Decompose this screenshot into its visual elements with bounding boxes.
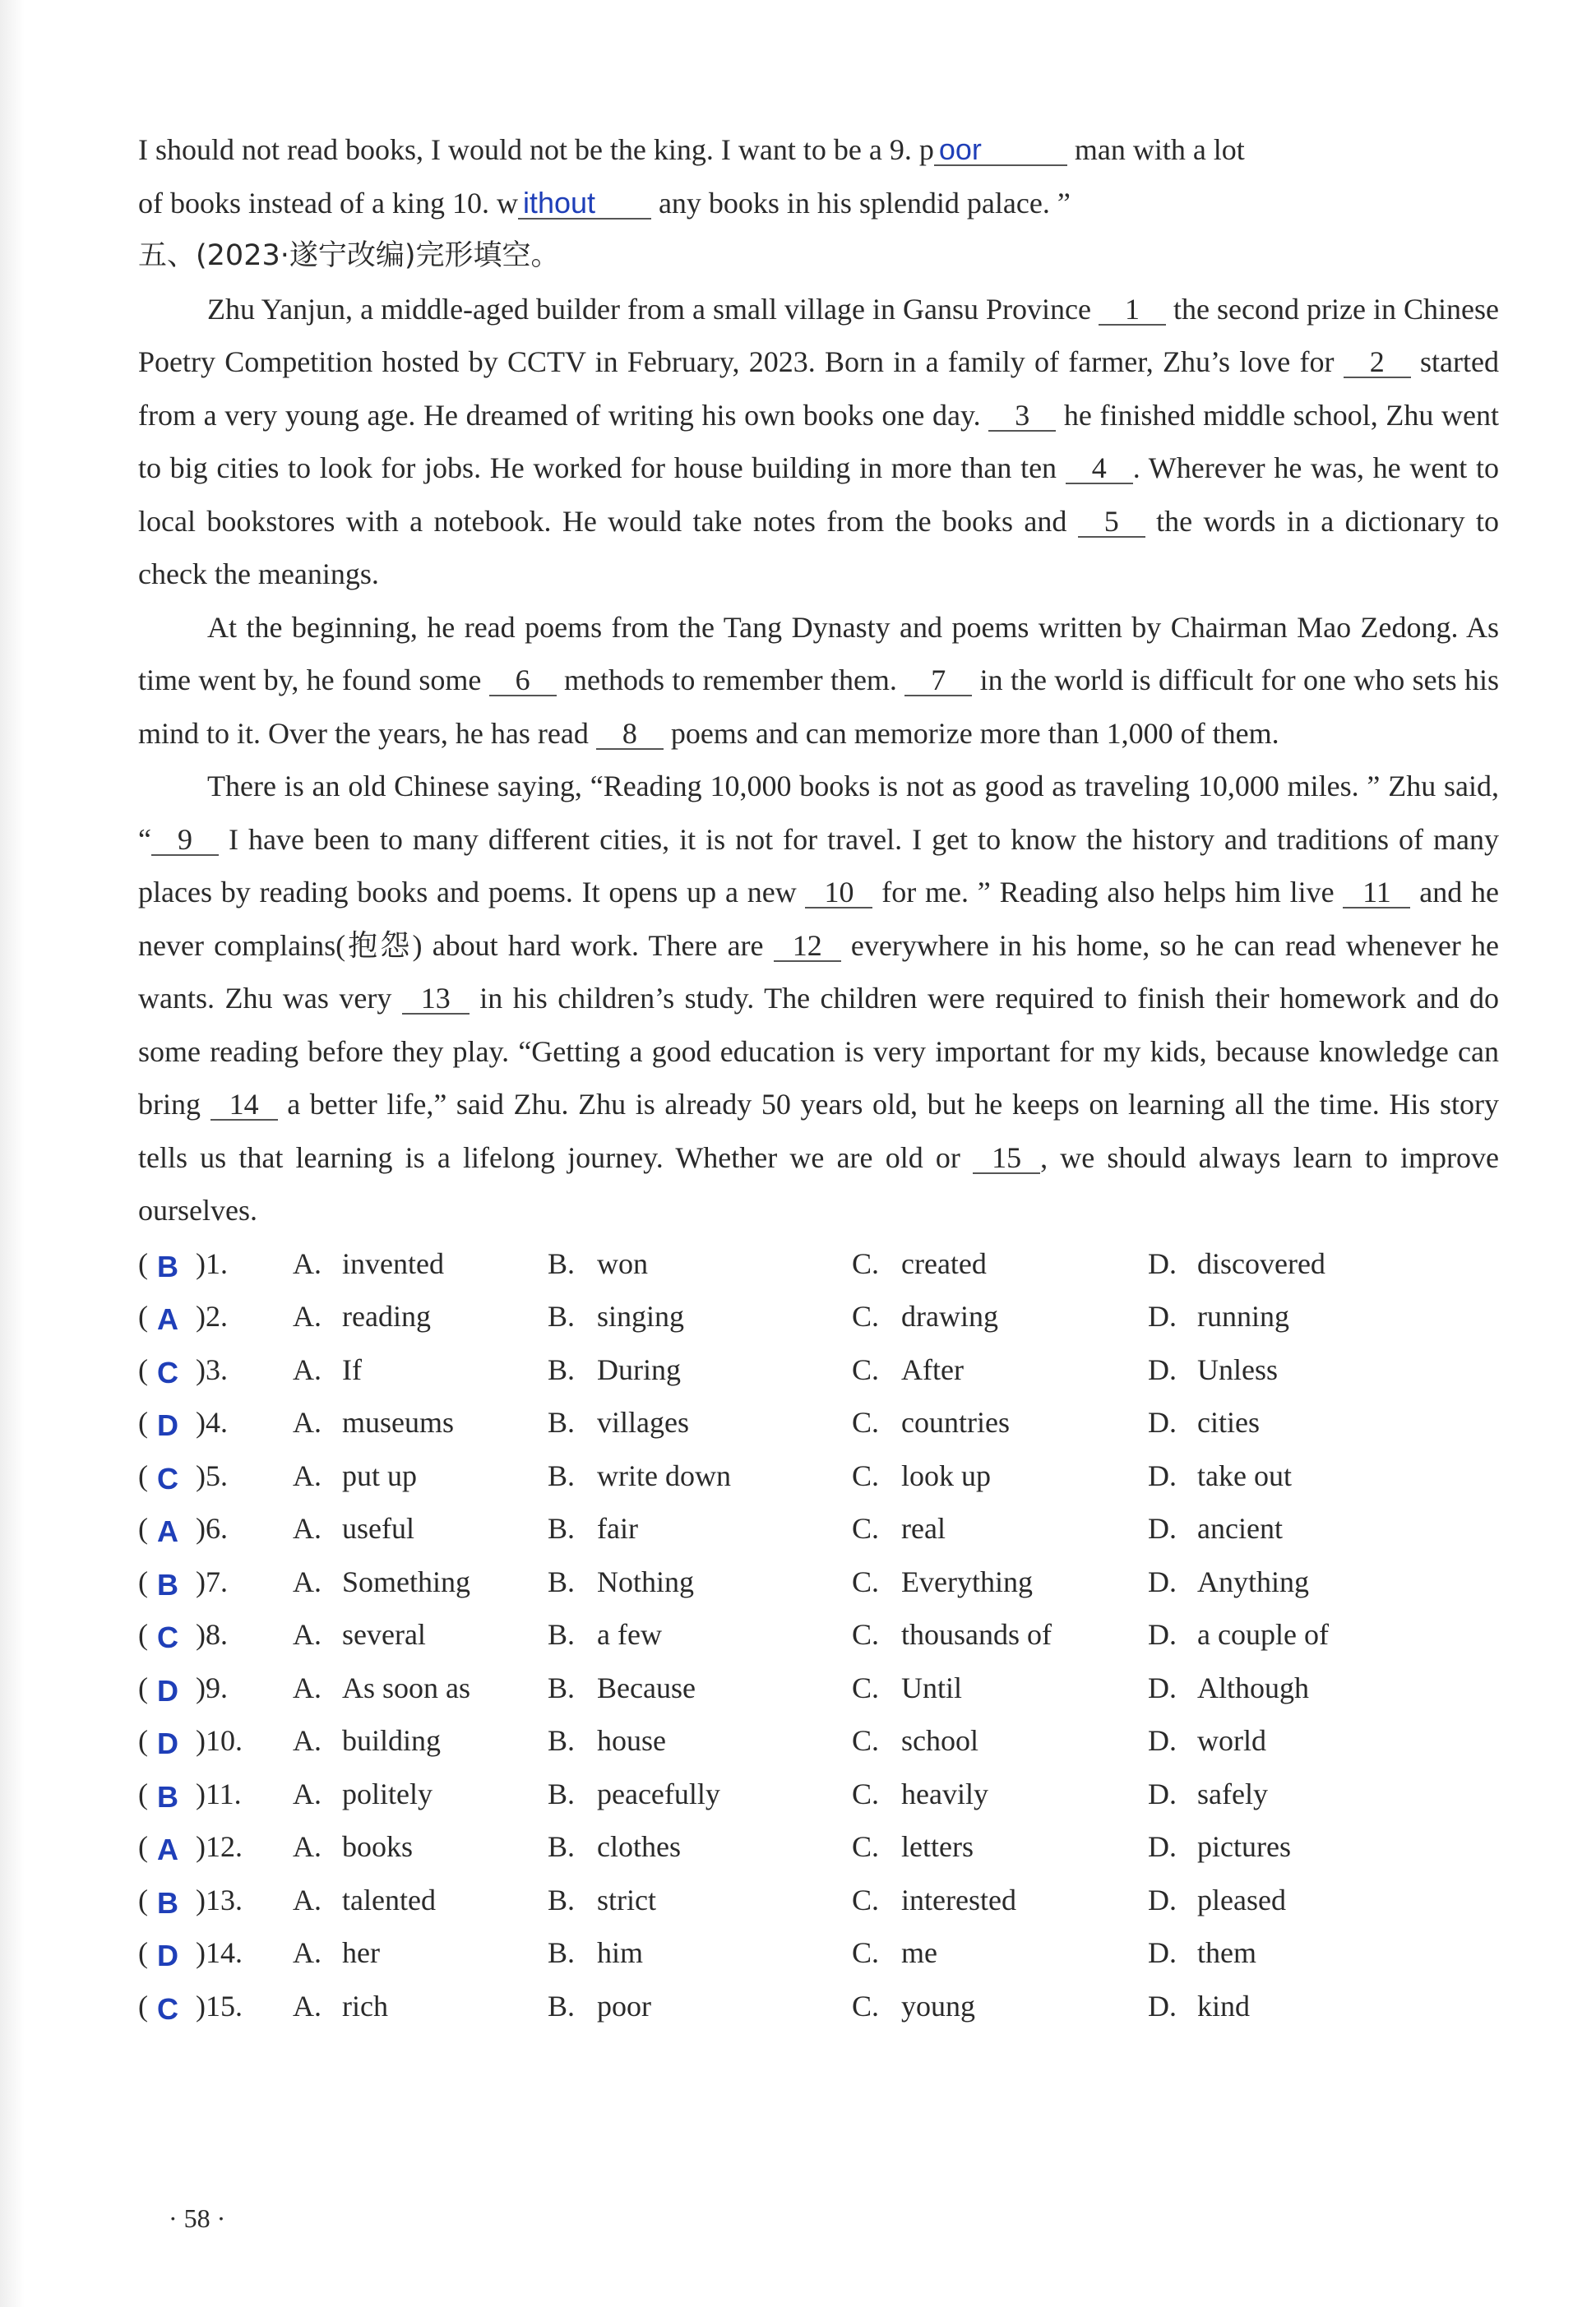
option-text: him: [597, 1936, 644, 1969]
option-text: useful: [342, 1512, 414, 1545]
intro-text: man with a lot: [1066, 133, 1245, 166]
question-number: )3.: [196, 1352, 228, 1386]
answer-cell: [138, 1662, 196, 1715]
option-text: drawing: [901, 1300, 998, 1333]
question-options: [138, 1237, 1499, 2033]
passage-text: in the world is difficult for one who sets his mind to it. Over the years, he has read: [138, 663, 1499, 750]
intro-text: I should not read books, I would not be the king. I want to be a 9. p: [138, 133, 934, 166]
blank-number: 2: [1344, 347, 1411, 378]
option-letter: B.: [548, 1565, 576, 1598]
passage-text: . Wherever he was, he went to local bookstores with a notebook. He would take notes from the books and: [138, 451, 1499, 538]
option-letter: B.: [548, 1512, 576, 1545]
option-letter: C.: [852, 1565, 880, 1598]
option-text: ancient: [1197, 1512, 1283, 1545]
handwritten-answer: A: [157, 1302, 178, 1336]
question-row: [138, 1449, 1499, 1503]
handwritten-answer: B: [157, 1885, 178, 1920]
option-letter: C.: [852, 1830, 880, 1863]
option-text: After: [901, 1352, 964, 1386]
option-text: interested: [901, 1883, 1016, 1916]
passage-text: poems and can memorize more than 1,000 of them.: [663, 716, 1279, 750]
handwritten-answer: D: [157, 1408, 178, 1442]
answer-cell: [138, 1237, 196, 1291]
blank-number: 15: [973, 1143, 1040, 1174]
blank-number: 6: [489, 665, 557, 696]
option-text: clothes: [597, 1830, 681, 1863]
option-letter: C.: [852, 1352, 880, 1386]
cloze-passage: [138, 283, 1499, 1237]
handwritten-answer: C: [157, 1620, 178, 1654]
option-letter: C.: [852, 1989, 880, 2023]
option-letter: D.: [1148, 1724, 1177, 1757]
option-text: real: [901, 1512, 946, 1545]
question-number: )13.: [196, 1883, 243, 1916]
option-text: pleased: [1197, 1883, 1286, 1916]
question-row: [138, 1662, 1499, 1715]
option-text: singing: [597, 1300, 685, 1333]
passage-text: he finished middle school, Zhu went to big cities to look for jobs. He worked for house building in more than ten: [138, 398, 1500, 484]
answer-blank-9: [934, 132, 1067, 166]
option-text: Nothing: [597, 1565, 695, 1598]
answer-cell: [138, 1874, 196, 1927]
option-text: letters: [901, 1830, 974, 1863]
handwritten-answer: C: [157, 1461, 178, 1496]
option-text: fair: [597, 1512, 638, 1545]
option-letter: D.: [1148, 1352, 1177, 1386]
answer-cell: [138, 1926, 196, 1980]
blank-number: 7: [904, 665, 972, 696]
option-letter: B.: [548, 1883, 576, 1916]
option-letter: D.: [1148, 1830, 1177, 1863]
option-text: talented: [342, 1883, 436, 1916]
option-text: Although: [1197, 1671, 1310, 1704]
option-text: Something: [342, 1565, 471, 1598]
intro-line-1: [138, 123, 1499, 177]
blank-number: 11: [1343, 877, 1410, 908]
question-number: )2.: [196, 1300, 228, 1333]
question-number: )11.: [196, 1777, 242, 1810]
option-text: politely: [342, 1777, 433, 1810]
option-letter: B.: [548, 1830, 576, 1863]
option-letter: A.: [293, 1352, 322, 1386]
answer-cell: [138, 1768, 196, 1821]
answer-cell: [138, 1608, 196, 1662]
passage-paragraph: [138, 760, 1499, 1237]
question-number: )14.: [196, 1936, 243, 1969]
passage-text: for me. ” Reading also helps him live: [872, 876, 1344, 908]
option-text: her: [342, 1936, 380, 1969]
question-number: )7.: [196, 1565, 228, 1598]
option-text: world: [1197, 1724, 1266, 1757]
open-paren: (: [138, 1459, 148, 1492]
question-row: [138, 1714, 1499, 1768]
blank-number: 1: [1099, 294, 1166, 326]
open-paren: (: [138, 1989, 148, 2023]
answer-cell: [138, 1449, 196, 1503]
answer-cell: [138, 1502, 196, 1556]
blank-number: 9: [151, 825, 219, 856]
handwritten-answer: ithout: [522, 185, 596, 220]
passage-paragraph: [138, 601, 1499, 761]
handwritten-answer: B: [157, 1779, 178, 1814]
option-text: me: [901, 1936, 937, 1969]
option-text: cities: [1197, 1406, 1260, 1439]
blank-number: 5: [1078, 506, 1145, 538]
question-row: [138, 1926, 1499, 1980]
option-text: poor: [597, 1989, 651, 2023]
option-letter: D.: [1148, 1883, 1177, 1916]
option-text: take out: [1197, 1459, 1292, 1492]
blank-number: 3: [988, 400, 1056, 432]
open-paren: (: [138, 1352, 148, 1386]
option-text: Because: [597, 1671, 696, 1704]
answer-blank-10: [518, 185, 651, 220]
question-row: [138, 1980, 1499, 2033]
option-letter: C.: [852, 1724, 880, 1757]
option-letter: A.: [293, 1671, 322, 1704]
blank-number: 8: [596, 719, 664, 750]
option-text: Until: [901, 1671, 963, 1704]
option-letter: A.: [293, 1777, 322, 1810]
option-letter: B.: [548, 1300, 576, 1333]
option-text: put up: [342, 1459, 418, 1492]
blank-number: 10: [805, 877, 872, 908]
option-letter: A.: [293, 1246, 322, 1280]
option-letter: B.: [548, 1936, 576, 1969]
option-text: During: [597, 1352, 681, 1386]
question-row: [138, 1608, 1499, 1662]
option-text: rich: [342, 1989, 388, 2023]
option-letter: A.: [293, 1724, 322, 1757]
intro-text: of books instead of a king 10. w: [138, 186, 518, 220]
page-content: [138, 123, 1499, 2032]
option-letter: A.: [293, 1883, 322, 1916]
question-number: )8.: [196, 1618, 228, 1651]
option-letter: D.: [1148, 1936, 1177, 1969]
option-letter: D.: [1148, 1406, 1177, 1439]
option-text: thousands of: [901, 1618, 1052, 1651]
option-text: won: [597, 1246, 648, 1280]
question-row: [138, 1820, 1499, 1874]
passage-text: the second prize in Chinese Poetry Competition hosted by CCTV in February, 2023. Born in a family of farmer, Zhu’s love for: [138, 292, 1499, 378]
option-letter: A.: [293, 1459, 322, 1492]
option-text: kind: [1197, 1989, 1251, 2023]
passage-text: methods to remember them.: [556, 663, 905, 696]
passage-text: , we should always learn to improve ourselves.: [138, 1140, 1500, 1227]
option-text: building: [342, 1724, 442, 1757]
open-paren: (: [138, 1246, 148, 1280]
option-letter: B.: [548, 1459, 576, 1492]
open-paren: (: [138, 1565, 148, 1598]
option-text: several: [342, 1618, 426, 1651]
answer-cell: [138, 1556, 196, 1609]
open-paren: (: [138, 1300, 148, 1333]
passage-paragraph: [138, 283, 1499, 601]
option-letter: B.: [548, 1724, 576, 1757]
question-row: [138, 1343, 1499, 1397]
passage-text: started from a very young age. He dreamed of writing his own books one day.: [138, 345, 1500, 432]
option-letter: C.: [852, 1512, 880, 1545]
question-number: )12.: [196, 1830, 243, 1863]
question-row: [138, 1874, 1499, 1927]
option-letter: D.: [1148, 1512, 1177, 1545]
handwritten-answer: A: [157, 1833, 178, 1866]
passage-text: I have been to many different cities, it is not for travel. I get to know the history and traditions of many places by reading books and poems. It opens up a new: [138, 822, 1499, 908]
option-text: write down: [597, 1459, 731, 1492]
option-text: young: [901, 1989, 975, 2023]
option-letter: C.: [852, 1936, 880, 1969]
option-letter: B.: [548, 1671, 576, 1704]
handwritten-answer: D: [157, 1939, 178, 1972]
handwritten-answer: B: [157, 1567, 178, 1602]
section-heading: 五、(2023·遂宁改编)完形填空。: [138, 239, 560, 272]
option-text: school: [901, 1724, 978, 1757]
question-number: )10.: [196, 1724, 243, 1757]
intro-line-2: [138, 177, 1499, 230]
intro-text: any books in his splendid palace. ”: [650, 186, 1071, 220]
question-row: [138, 1237, 1499, 1291]
blank-number: 12: [774, 931, 841, 962]
option-letter: D.: [1148, 1300, 1177, 1333]
handwritten-answer: C: [157, 1991, 178, 2026]
blank-number: 4: [1066, 453, 1133, 484]
passage-text: the words in a dictionary to check the meanings.: [138, 504, 1499, 590]
blank-number: 13: [402, 983, 470, 1015]
question-row: [138, 1556, 1499, 1609]
answer-cell: [138, 1290, 196, 1343]
option-letter: D.: [1148, 1671, 1177, 1704]
question-number: )9.: [196, 1671, 228, 1704]
option-text: heavily: [901, 1777, 988, 1810]
blank-number: 14: [210, 1089, 278, 1121]
option-letter: C.: [852, 1300, 880, 1333]
option-text: reading: [342, 1300, 431, 1333]
option-letter: A.: [293, 1989, 322, 2023]
question-row: [138, 1768, 1499, 1821]
option-letter: C.: [852, 1406, 880, 1439]
option-letter: B.: [548, 1777, 576, 1810]
option-letter: D.: [1148, 1618, 1177, 1651]
option-letter: C.: [852, 1459, 880, 1492]
page-number: · 58 ·: [169, 2203, 226, 2233]
option-letter: C.: [852, 1883, 880, 1916]
passage-text: everywhere in his home, so he can read whenever he wants. Zhu was very: [138, 928, 1499, 1015]
option-letter: A.: [293, 1512, 322, 1545]
answer-cell: [138, 1980, 196, 2033]
option-letter: D.: [1148, 1459, 1177, 1492]
option-letter: A.: [293, 1565, 322, 1598]
question-row: [138, 1396, 1499, 1449]
option-text: running: [1197, 1300, 1289, 1333]
open-paren: (: [138, 1618, 148, 1651]
open-paren: (: [138, 1724, 148, 1757]
option-text: museums: [342, 1406, 455, 1439]
option-text: strict: [597, 1883, 656, 1916]
option-letter: C.: [852, 1246, 880, 1280]
option-text: Unless: [1197, 1352, 1278, 1386]
option-text: safely: [1197, 1777, 1268, 1810]
scan-edge-shadow: [0, 0, 25, 2307]
option-text: pictures: [1197, 1830, 1291, 1863]
answer-cell: [138, 1820, 196, 1874]
option-letter: B.: [548, 1352, 576, 1386]
open-paren: (: [138, 1830, 148, 1863]
question-row: [138, 1290, 1499, 1343]
passage-text: and he never complains(抱怨) about hard work. There are: [138, 876, 1499, 962]
handwritten-answer: oor: [938, 132, 982, 166]
handwritten-answer: D: [157, 1673, 178, 1708]
option-text: Everything: [901, 1565, 1033, 1598]
answer-cell: [138, 1714, 196, 1768]
option-letter: C.: [852, 1777, 880, 1810]
option-letter: B.: [548, 1618, 576, 1651]
option-letter: B.: [548, 1989, 576, 2023]
handwritten-answer: B: [157, 1249, 178, 1283]
open-paren: (: [138, 1671, 148, 1704]
option-letter: C.: [852, 1671, 880, 1704]
question-number: )5.: [196, 1459, 228, 1492]
option-text: Anything: [1197, 1565, 1310, 1598]
option-letter: B.: [548, 1246, 576, 1280]
option-letter: D.: [1148, 1989, 1177, 2023]
question-number: )4.: [196, 1406, 228, 1439]
answer-cell: [138, 1343, 196, 1397]
option-letter: A.: [293, 1300, 322, 1333]
passage-text: in his children’s study. The children were required to finish their homework and do some reading before they play. “Getting a good education is very important for my kids, because knowledge can bring: [138, 982, 1500, 1121]
option-text: invented: [342, 1246, 444, 1280]
option-letter: B.: [548, 1406, 576, 1439]
open-paren: (: [138, 1936, 148, 1969]
option-letter: A.: [293, 1830, 322, 1863]
question-number: )6.: [196, 1512, 228, 1545]
option-text: countries: [901, 1406, 1010, 1439]
open-paren: (: [138, 1406, 148, 1439]
open-paren: (: [138, 1883, 148, 1916]
option-letter: D.: [1148, 1565, 1177, 1598]
option-text: house: [597, 1724, 666, 1757]
handwritten-answer: A: [157, 1514, 178, 1548]
answer-cell: [138, 1396, 196, 1449]
option-letter: D.: [1148, 1777, 1177, 1810]
option-letter: A.: [293, 1618, 322, 1651]
open-paren: (: [138, 1777, 148, 1810]
passage-text: At the beginning, he read poems from the Tang Dynasty and poems written by Chairman Mao Zedong. As time went by, he found some: [138, 610, 1499, 696]
option-text: As soon as: [342, 1671, 471, 1704]
option-text: a few: [597, 1618, 662, 1651]
passage-text: Zhu Yanjun, a middle-aged builder from a small village in Gansu Province: [207, 292, 1099, 326]
passage-text: a better life,” said Zhu. Zhu is already 50 years old, but he keeps on learning all the time. His story tells us that learning is a lifelong journey. Whether we are old or: [138, 1088, 1499, 1174]
question-number: )1.: [196, 1246, 228, 1280]
option-text: villages: [597, 1406, 689, 1439]
question-number: )15.: [196, 1989, 243, 2023]
option-letter: D.: [1148, 1246, 1177, 1280]
option-text: look up: [901, 1459, 992, 1492]
option-text: peacefully: [597, 1777, 720, 1810]
option-text: a couple of: [1197, 1618, 1329, 1651]
option-text: books: [342, 1830, 414, 1863]
option-text: them: [1197, 1936, 1256, 1969]
handwritten-answer: C: [157, 1355, 178, 1389]
passage-text: There is an old Chinese saying, “Reading 10,000 books is not as good as traveling 10,000 miles. ” Zhu said, “: [138, 770, 1499, 856]
option-text: If: [342, 1352, 362, 1386]
option-text: discovered: [1197, 1246, 1325, 1280]
option-text: created: [901, 1246, 987, 1280]
handwritten-answer: D: [157, 1727, 178, 1760]
option-letter: C.: [852, 1618, 880, 1651]
open-paren: (: [138, 1512, 148, 1545]
option-letter: A.: [293, 1936, 322, 1969]
question-row: [138, 1502, 1499, 1556]
option-letter: A.: [293, 1406, 322, 1439]
